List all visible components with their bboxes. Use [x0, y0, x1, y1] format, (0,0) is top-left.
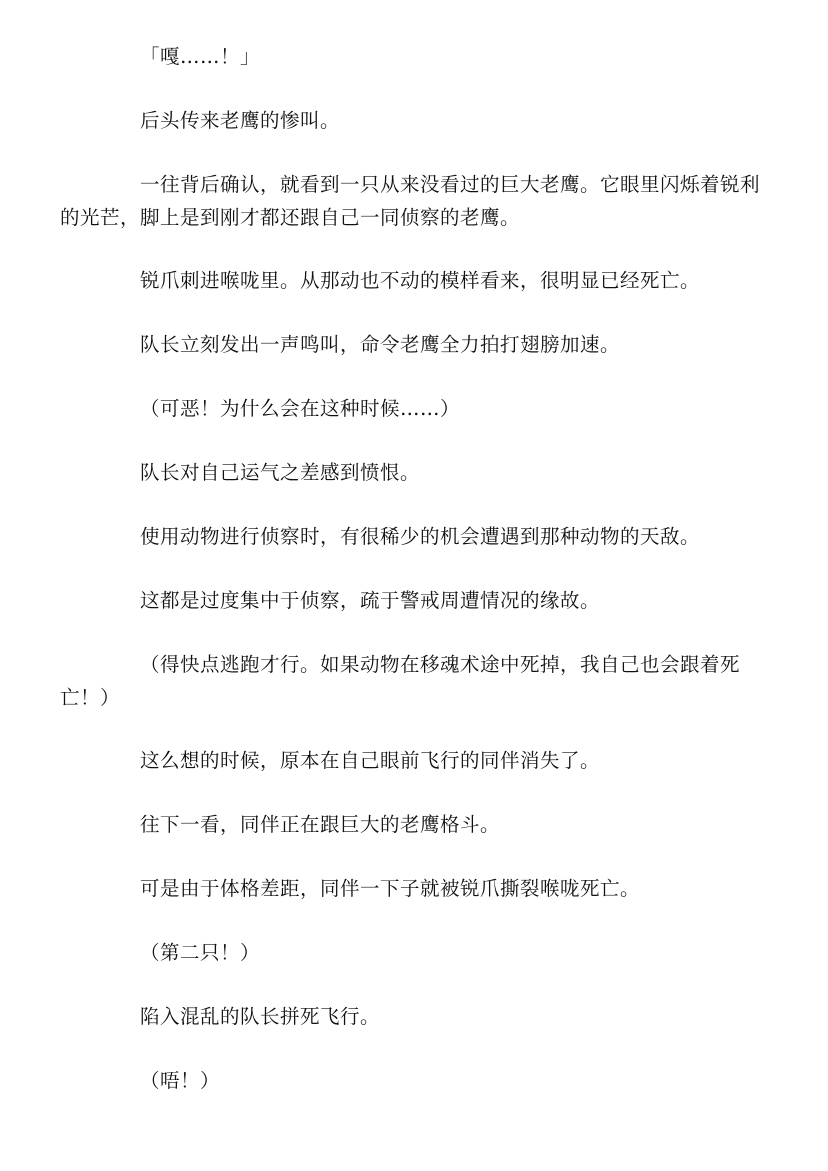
- paragraph-9: 这都是过度集中于侦察，疏于警戒周遭情况的缘故。: [140, 589, 601, 612]
- paragraph-10: （得快点逃跑才行。如果动物在移魂术途中死掉，我自己也会跟着死亡！）: [60, 653, 741, 709]
- paragraph-11: 这么想的时候，原本在自己眼前飞行的同伴消失了。: [140, 749, 601, 772]
- paragraph-12: 往下一看，同伴正在跟巨大的老鹰格斗。: [140, 813, 501, 836]
- paragraph-6: （可恶！为什么会在这种时候……）: [140, 397, 461, 420]
- paragraph-15: 陷入混乱的队长拼死飞行。: [140, 1005, 381, 1028]
- paragraph-5: 队长立刻发出一声鸣叫，命令老鹰全力拍打翅膀加速。: [140, 333, 621, 356]
- paragraph-8: 使用动物进行侦察时，有很稀少的机会遭遇到那种动物的天敌。: [140, 525, 701, 548]
- paragraph-2: 后头传来老鹰的惨叫。: [140, 109, 341, 132]
- paragraph-16: （唔！）: [140, 1069, 221, 1092]
- paragraph-13: 可是由于体格差距，同伴一下子就被锐爪撕裂喉咙死亡。: [140, 877, 641, 900]
- paragraph-14: （第二只！）: [140, 941, 261, 964]
- paragraph-4: 锐爪刺进喉咙里。从那动也不动的模样看来，很明显已经死亡。: [140, 269, 701, 292]
- paragraph-1: 「嘎……！」: [140, 45, 261, 68]
- paragraph-7: 队长对自己运气之差感到愤恨。: [140, 461, 421, 484]
- paragraph-3: 一往背后确认，就看到一只从来没看过的巨大老鹰。它眼里闪烁着锐利的光芒，脚上是到刚才都还跟自己一同侦察的老鹰。: [60, 173, 761, 229]
